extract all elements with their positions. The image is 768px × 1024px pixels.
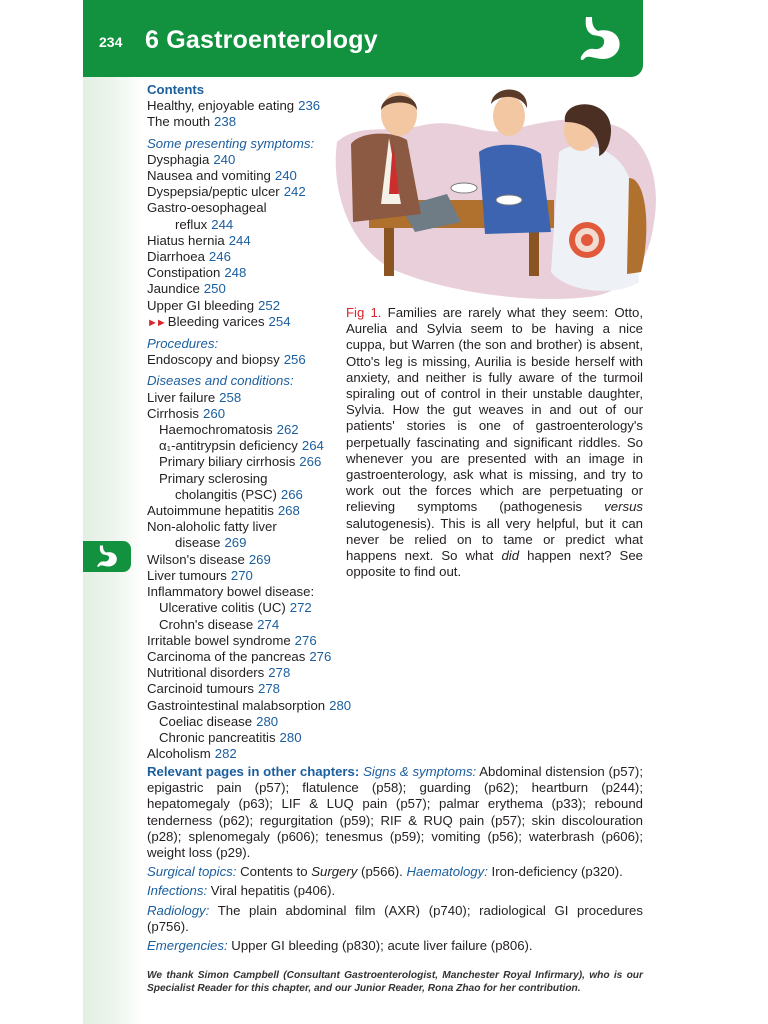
entry-title: Inflammatory bowel disease: xyxy=(147,584,315,600)
contents-entry xyxy=(147,714,387,730)
radiology-heading: Radiology: xyxy=(147,902,210,918)
entry-title: Jaundice xyxy=(147,281,200,297)
entry-page-number: 276 xyxy=(294,632,317,648)
radiology-text: The plain abdominal film (AXR) (p740); radiological GI procedures (p756). xyxy=(147,902,643,934)
entry-title: Crohn's disease xyxy=(159,616,254,632)
signs-paragraph xyxy=(147,764,643,861)
stomach-icon xyxy=(95,544,119,569)
entry-page-number: 280 xyxy=(329,697,352,713)
entry-page-number: 242 xyxy=(283,184,306,200)
surgical-text: Contents to xyxy=(236,864,312,880)
infections-heading: Infections: xyxy=(147,883,208,899)
entry-page-number: 270 xyxy=(230,567,253,583)
entry-title: Nutritional disorders xyxy=(147,665,265,681)
signs-heading: Signs & symptoms: xyxy=(363,764,477,779)
entry-page-number: 280 xyxy=(256,713,279,729)
entry-page-number: 272 xyxy=(289,600,312,616)
chapter-title: 6 Gastroenterology xyxy=(145,26,378,54)
entry-title: Haemochromatosis xyxy=(159,422,273,438)
surgical-paragraph xyxy=(147,864,643,880)
haematology-text: Iron-deficiency (p320). xyxy=(487,864,623,880)
caption-text-1: Families are rarely what they seem: Otto, Aurelia and Sylvia seem to be having a nice cuppa, but Warren (the son and brother) is absent, Otto's leg is missing, Aurilia is beside herself with anxiety, and neither is fully aware of the turmoil spiraling out of control in their unstable daughter, Sylvia. How the gut weaves in and out of our patients' stories is one of gastroenterology's perpetually fascinating and significant riddles. So whenever you are presented with an image in gastroenterology, ask what is missing, and try to work out the forces which are perpetuating or relieving symptoms (pathogenesis xyxy=(346,305,644,515)
entry-page-number: 260 xyxy=(203,405,226,421)
emergencies-text: Upper GI bleeding (p830); acute liver failure (p806). xyxy=(227,938,533,954)
contents-entry xyxy=(147,665,387,681)
entry-title: Nausea and vomiting xyxy=(147,168,271,184)
entry-page-number: 278 xyxy=(258,681,281,697)
entry-page-number: 240 xyxy=(213,151,236,167)
signs-text: Abdominal distension (p57); epigastric pain (p57); flatulence (p58); guarding (p62); heartburn (p244); hepatomegaly (p63); LIF & LUQ pain (p57); palmar erythema (p33); rebound tenderness (p62); regurgitation (p59); RIF & RUQ pain (p57); skin discolouration (p28); splenomegaly (p606); tenesmus (p59); vomiting (p56); waterbrash (p606); weight loss (p29). xyxy=(147,764,643,861)
contents-entry xyxy=(147,649,387,665)
entry-title: Primary biliary cirrhosis xyxy=(159,454,296,470)
caption-text-2: salutogenesis). This is all very helpful, but it can never be relied on to tame or predict what happens next. So what xyxy=(346,515,643,564)
entry-page-number: 274 xyxy=(257,616,280,632)
contents-entry xyxy=(147,730,387,746)
entry-page-number: 268 xyxy=(277,503,300,519)
entry-page-number: 246 xyxy=(208,249,231,265)
family-illustration xyxy=(329,82,659,302)
entry-page-number: 264 xyxy=(301,438,324,454)
entry-title: Cirrhosis xyxy=(147,405,200,421)
entry-title: Constipation xyxy=(147,265,221,281)
entry-page-number: 269 xyxy=(248,551,271,567)
caption-emphasis-1: versus xyxy=(604,499,643,515)
entry-title: α₁-antitrypsin deficiency xyxy=(159,438,298,454)
contents-entry xyxy=(147,617,387,633)
chapter-header xyxy=(83,0,643,77)
related-pages xyxy=(147,764,643,957)
entry-page-number: 254 xyxy=(268,313,291,329)
entry-page-number: 236 xyxy=(298,98,321,114)
entry-page-number: 266 xyxy=(299,454,322,470)
surgical-emphasis: Surgery xyxy=(311,864,358,880)
entry-page-number: 262 xyxy=(276,422,299,438)
entry-title: disease xyxy=(175,535,221,551)
entry-title: cholangitis (PSC) xyxy=(175,486,277,502)
entry-page-number: 240 xyxy=(274,168,297,184)
entry-page-number: 244 xyxy=(228,232,251,248)
entry-title: Carcinoid tumours xyxy=(147,681,255,697)
entry-page-number: 282 xyxy=(214,746,237,762)
infections-paragraph xyxy=(147,883,643,899)
entry-page-number: 266 xyxy=(280,486,303,502)
emergency-arrow-icon: ►► xyxy=(147,316,165,329)
haematology-heading: Haematology: xyxy=(406,864,488,880)
entry-title: Healthy, enjoyable eating xyxy=(147,98,295,114)
contents-entry xyxy=(147,633,387,649)
entry-title: Diarrhoea xyxy=(147,249,205,265)
entry-page-number: 269 xyxy=(224,535,247,551)
contents-entry xyxy=(147,746,387,762)
surgical-heading: Surgical topics: xyxy=(147,864,237,880)
entry-title: Non-aloholic fatty liver xyxy=(147,519,277,535)
entry-title: Autoimmune hepatitis xyxy=(147,503,274,519)
related-heading: Relevant pages in other chapters: xyxy=(147,764,360,779)
contents-entry xyxy=(147,698,387,714)
entry-page-number: 258 xyxy=(219,389,242,405)
entry-title: Bleeding varices xyxy=(167,313,265,329)
contents-entry xyxy=(147,600,387,616)
chapter-tab xyxy=(83,541,131,572)
entry-title: Gastro-oesophageal xyxy=(147,200,267,216)
diseases-heading: Diseases and conditions: xyxy=(147,373,294,389)
contents-heading: Contents xyxy=(147,82,205,97)
infections-text: Viral hepatitis (p406). xyxy=(207,883,336,899)
figure-caption xyxy=(346,305,643,580)
emergencies-paragraph xyxy=(147,938,643,954)
entry-page-number: 276 xyxy=(309,648,332,664)
contents-entry xyxy=(147,584,387,600)
entry-page-number: 238 xyxy=(214,114,237,130)
entry-title: Endoscopy and biopsy xyxy=(147,352,280,368)
acknowledgement: We thank Simon Campbell (Consultant Gastroenterologist, Manchester Royal Infirmary), who is our Specialist Reader for this chapter, and our Junior Reader, Rona Zhao for her contribution. xyxy=(147,970,643,994)
stomach-icon xyxy=(576,14,624,64)
surgical-page: (p566). xyxy=(357,864,407,880)
entry-page-number: 278 xyxy=(268,665,291,681)
entry-title: Upper GI bleeding xyxy=(147,297,255,313)
entry-page-number: 252 xyxy=(258,297,281,313)
figure-label: Fig 1. xyxy=(346,305,382,320)
entry-title: The mouth xyxy=(147,114,211,130)
procedures-heading: Procedures: xyxy=(147,336,219,352)
contents-entry xyxy=(147,681,387,697)
entry-title: Liver failure xyxy=(147,389,216,405)
entry-page-number: 280 xyxy=(279,729,302,745)
entry-title: Gastrointestinal malabsorption xyxy=(147,697,326,713)
emergencies-heading: Emergencies: xyxy=(147,938,228,954)
symptoms-heading: Some presenting symptoms: xyxy=(147,135,315,151)
entry-title: Carcinoma of the pancreas xyxy=(147,648,306,664)
entry-title: Irritable bowel syndrome xyxy=(147,632,291,648)
caption-text-3: happen next? See opposite to find out. xyxy=(346,548,643,580)
entry-page-number: 250 xyxy=(203,281,226,297)
entry-title: Coeliac disease xyxy=(159,713,253,729)
entry-title: Dysphagia xyxy=(147,151,210,167)
entry-title: Hiatus hernia xyxy=(147,232,225,248)
radiology-paragraph xyxy=(147,903,643,935)
entry-title: Wilson's disease xyxy=(147,551,245,567)
entry-page-number: 248 xyxy=(224,265,247,281)
page-number: 234 xyxy=(99,34,123,50)
entry-title: Liver tumours xyxy=(147,567,227,583)
entry-title: Ulcerative colitis (UC) xyxy=(159,600,286,616)
entry-title: Dyspepsia/peptic ulcer xyxy=(147,184,280,200)
entry-page-number: 244 xyxy=(211,216,234,232)
entry-title: Chronic pancreatitis xyxy=(159,729,276,745)
entry-title: reflux xyxy=(175,216,208,232)
entry-title: Alcoholism xyxy=(147,746,211,762)
entry-title: Primary sclerosing xyxy=(159,470,268,486)
entry-page-number: 256 xyxy=(283,352,306,368)
caption-emphasis-2: did xyxy=(501,548,520,564)
